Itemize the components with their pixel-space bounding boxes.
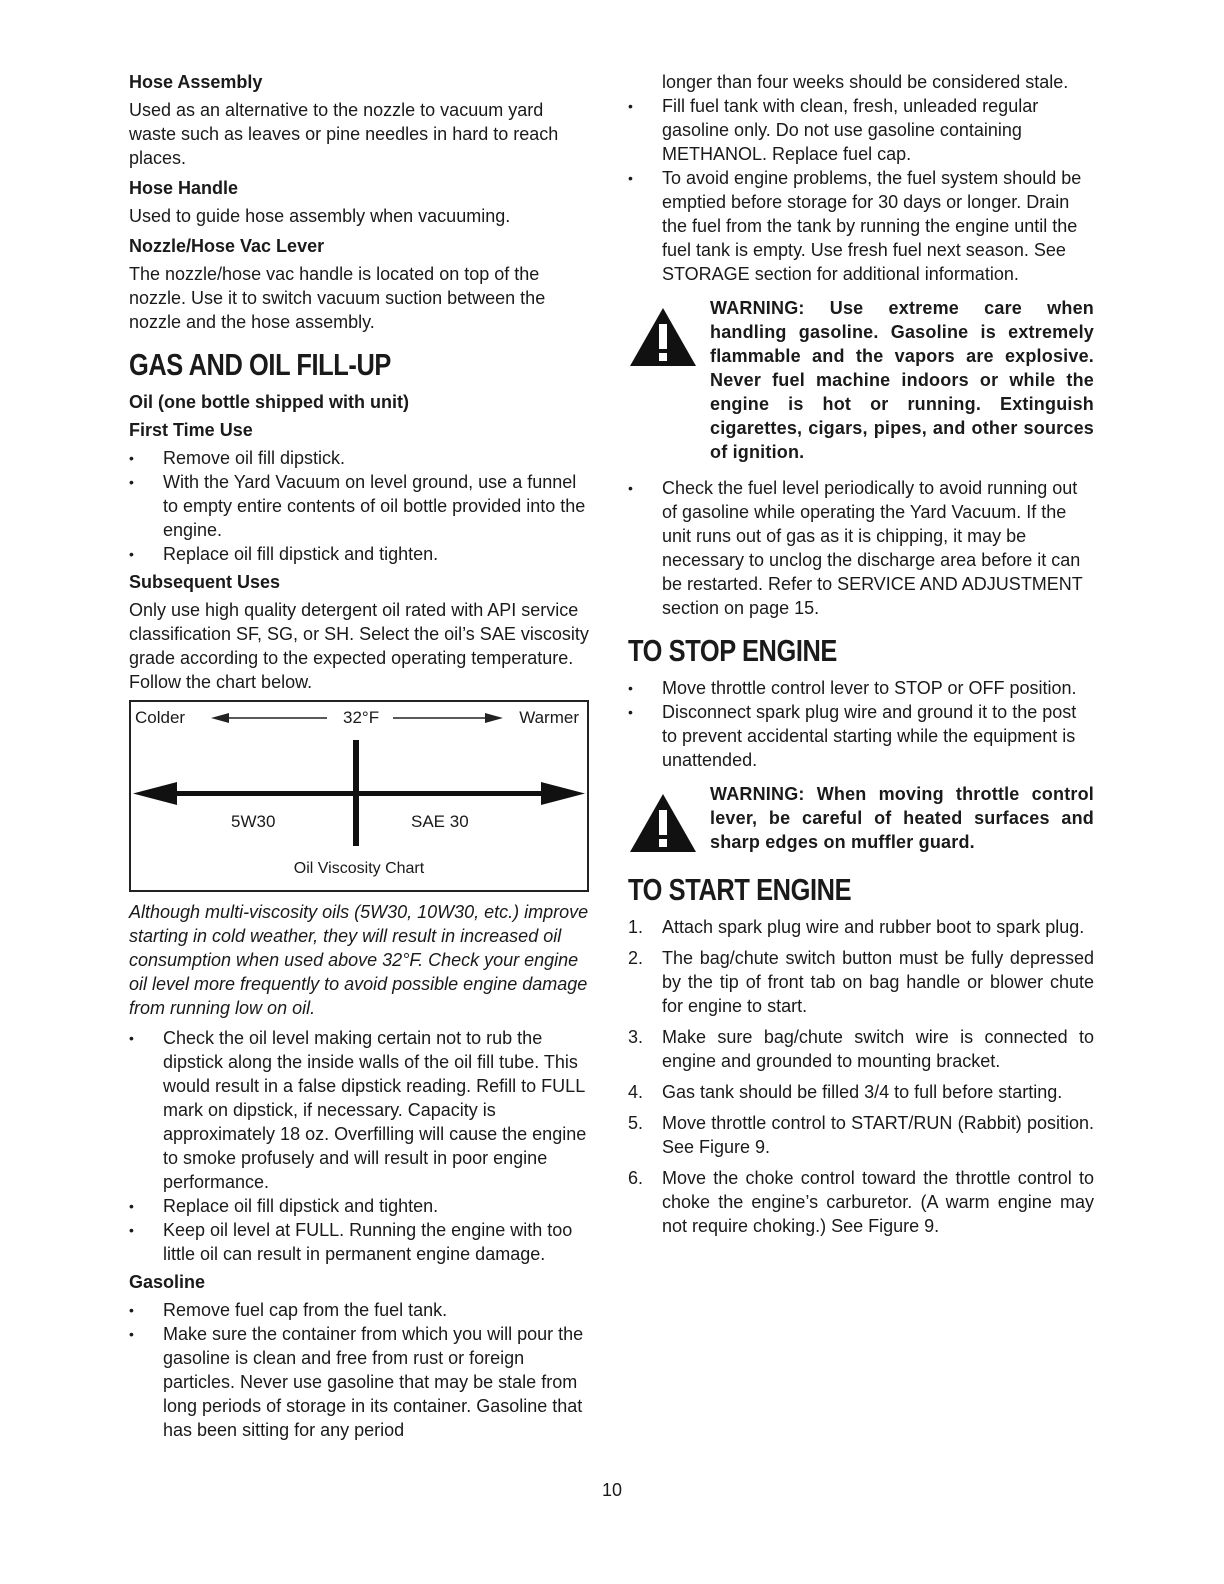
continued-text: longer than four weeks should be considered stale. [662, 72, 1069, 92]
list-item: • Replace oil fill dipstick and tighten. [129, 542, 589, 566]
warm-arrow-head [485, 713, 503, 723]
item-text: Move the choke control toward the throttle control to choke the engine’s carburetor. (A warm engine may not require choking.) See Figure 9. [662, 1168, 1094, 1236]
subsequent-title: Subsequent Uses [129, 572, 281, 592]
warning-throttle-text: WARNING: When moving throttle control lever, be careful of heated surfaces and sharp edges on muffler guard. [710, 784, 1094, 852]
item-number: 6. [628, 1168, 644, 1188]
list-item: • Make sure the container from which you will pour the gasoline is clean and free from rust or foreign particles. Never use gasoline that may be stale from long periods of storage in its container. Gasoline that has been sitting for any period [129, 1322, 589, 1442]
hose-handle-text: Used to guide hose assembly when vacuuming. [129, 206, 511, 226]
start-list [628, 915, 1094, 1238]
list-item [628, 946, 1094, 1018]
list-item: • Fill fuel tank with clean, fresh, unleaded regular gasoline only. Do not use gasoline containing METHANOL. Replace fuel cap. [628, 94, 1094, 166]
list-item: • Check the oil level making certain not to rub the dipstick along the inside walls of the oil fill tube. This would result in a false dipstick reading. Refill to FULL mark on dipstick, if necessary. Capacity is approximately 18 oz. Overfilling will cause the engine to smoke profusely and will result in poor engine performance. [129, 1026, 589, 1194]
chart-caption: Oil Viscosity Chart [293, 860, 425, 877]
oil-list [129, 1026, 589, 1266]
item-number: 1. [628, 917, 644, 937]
list-item: • Disconnect spark plug wire and ground it to the post to prevent accidental starting while the equipment is unattended. [628, 700, 1094, 772]
list-item [628, 915, 1094, 939]
gas-oil-heading: GAS AND OIL FILL-UP [129, 347, 391, 382]
chart-warmer-label: Warmer [519, 708, 579, 727]
warning-triangle-icon [628, 782, 710, 859]
list-item: • With the Yard Vacuum on level ground, use a funnel to empty entire contents of oil bottle provided into the engine. [129, 470, 589, 542]
cold-arrow-head [211, 713, 229, 723]
item-number: 4. [628, 1082, 644, 1102]
stop-list [628, 676, 1094, 772]
left-column [129, 70, 589, 1446]
warning-gasoline [628, 296, 1094, 464]
warning-throttle [628, 782, 1094, 859]
warning-triangle-icon [628, 296, 710, 464]
item-text: Move throttle control to START/RUN (Rabbit) position. See Figure 9. [662, 1113, 1094, 1157]
fuel-list [628, 94, 1094, 286]
item-number: 5. [628, 1113, 644, 1133]
subsequent-text: Only use high quality detergent oil rated with API service classification SF, SG, or SH. Select the oil’s SAE viscosity grade according to the expected operating temperature. Follow the chart below. [129, 600, 589, 692]
chart-right-grade: SAE 30 [411, 812, 469, 831]
list-item [628, 1080, 1094, 1104]
hose-assembly-title: Hose Assembly [129, 72, 263, 92]
page-number: 10 [601, 1480, 623, 1500]
list-item: • Keep oil level at FULL. Running the engine with too little oil can result in permanent engine damage. [129, 1218, 589, 1266]
hose-assembly-text: Used as an alternative to the nozzle to vacuum yard waste such as leaves or pine needles in hard to reach places. [129, 100, 559, 168]
list-item: • Move throttle control lever to STOP or OFF position. [628, 676, 1094, 700]
item-number: 2. [628, 948, 644, 968]
list-item [628, 1166, 1094, 1238]
check-fuel-list [628, 476, 1094, 620]
chart-colder-label: Colder [135, 708, 186, 727]
item-text: The bag/chute switch button must be fully depressed by the tip of front tab on bag handle or blower chute for engine to start. [662, 948, 1094, 1016]
warning-gasoline-text: WARNING: Use extreme care when handling gasoline. Gasoline is extremely flammable and the vapors are explosive. Never fuel machine indoors or while the engine is hot or running. Extinguish cigarettes, cigars, pipes, and other sources of ignition. [710, 298, 1094, 462]
list-item: • Check the fuel level periodically to avoid running out of gasoline while operating the Yard Vacuum. If the unit runs out of gas as it is chipping, it may be necessary to unclog the discharge area before it can be restarted. Refer to SERVICE AND ADJUSTMENT section on page 15. [628, 476, 1094, 620]
list-item: • To avoid engine problems, the fuel system should be emptied before storage for 30 days or longer. Drain the fuel from the tank by running the engine until the fuel tank is empty. Use fresh fuel next season. See STORAGE section for additional information. [628, 166, 1094, 286]
gasoline-title: Gasoline [129, 1272, 206, 1292]
item-text: Attach spark plug wire and rubber boot to spark plug. [662, 917, 1085, 937]
range-left-head [133, 782, 177, 805]
chart-left-grade: 5W30 [231, 812, 276, 831]
chart-arrows [131, 702, 587, 886]
list-item: • Remove fuel cap from the fuel tank. [129, 1298, 589, 1322]
hose-handle-title: Hose Handle [129, 178, 239, 198]
oil-viscosity-chart [129, 700, 589, 892]
gasoline-list [129, 1298, 589, 1442]
list-item: • Remove oil fill dipstick. [129, 446, 589, 470]
list-item [628, 1025, 1094, 1073]
italic-note: Although multi-viscosity oils (5W30, 10W30, etc.) improve starting in cold weather, they will result in increased oil consumption when used above 32°F. Check your engine oil level more frequently to avoid possible engine damage from running low on oil. [129, 902, 589, 1018]
range-right-head [541, 782, 585, 805]
list-item: • Replace oil fill dipstick and tighten. [129, 1194, 589, 1218]
right-column [628, 70, 1094, 1245]
first-time-list [129, 446, 589, 566]
stop-engine-heading: TO STOP ENGINE [628, 633, 837, 668]
first-time-title: First Time Use [129, 420, 253, 440]
item-text: Make sure bag/chute switch wire is connected to engine and grounded to mounting bracket. [662, 1027, 1094, 1071]
chart-temp-label: 32°F [343, 708, 380, 727]
item-number: 3. [628, 1027, 644, 1047]
lever-text: The nozzle/hose vac handle is located on top of the nozzle. Use it to switch vacuum suction between the nozzle and the hose assembly. [129, 264, 546, 332]
viscosity-range-bar [171, 791, 547, 796]
item-text: Gas tank should be filled 3/4 to full before starting. [662, 1082, 1063, 1102]
start-engine-heading: TO START ENGINE [628, 872, 852, 907]
oil-title: Oil (one bottle shipped with unit) [129, 392, 409, 412]
list-item [628, 1111, 1094, 1159]
lever-title: Nozzle/Hose Vac Lever [129, 236, 325, 256]
